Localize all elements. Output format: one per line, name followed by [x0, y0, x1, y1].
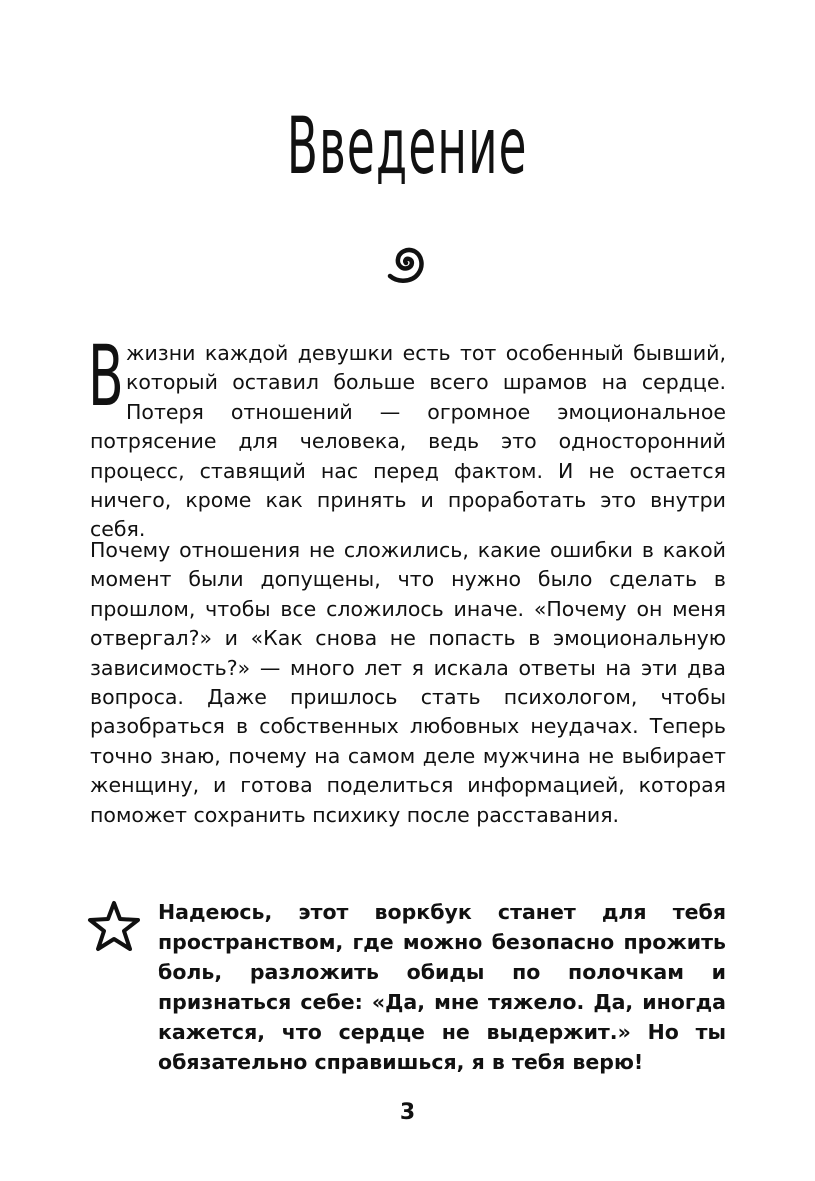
- chapter-title: Введение: [286, 102, 528, 192]
- star-icon: [86, 898, 142, 954]
- intro-paragraph-1-text: жизни каждой девушки есть тот особенный бывший, который оставил больше всего шрамов на сердце. Потеря отношений — огромное эмоциональное потрясение для человека, ведь это односторонний процесс, ставящий нас перед фактом. И не остается ничего, кроме как принять и проработать это внутри себя.: [90, 341, 726, 542]
- page-number: 3: [399, 1100, 416, 1125]
- drop-cap: В: [88, 327, 124, 425]
- callout-text: Надеюсь, этот воркбук станет для тебя пространством, где можно безопасно прожить боль, разложить обиды по полочкам и признаться себе: «Да, мне тяжело. Да, иногда кажется, что сердце не выдержит.» Но ты обязательно справишься, я в тебя верю!: [158, 900, 726, 1074]
- intro-paragraph-1: [88, 327, 726, 545]
- spiral-icon: [380, 236, 432, 288]
- intro-paragraph-2: Почему отношения не сложились, какие ошибки в какой момент были допущены, что нужно было сделать в прошлом, чтобы все сложилось иначе. «Почему он меня отвергал?» и «Как снова не попасть в эмоциональную зависимость?» — много лет я искала ответы на эти два вопроса. Даже пришлось стать психологом, чтобы разобраться в собственных любовных неудачах. Теперь точно знаю, почему на самом деле мужчина не выбирает женщину, и готова поделиться информацией, которая поможет сохранить психику после расставания.: [90, 538, 726, 827]
